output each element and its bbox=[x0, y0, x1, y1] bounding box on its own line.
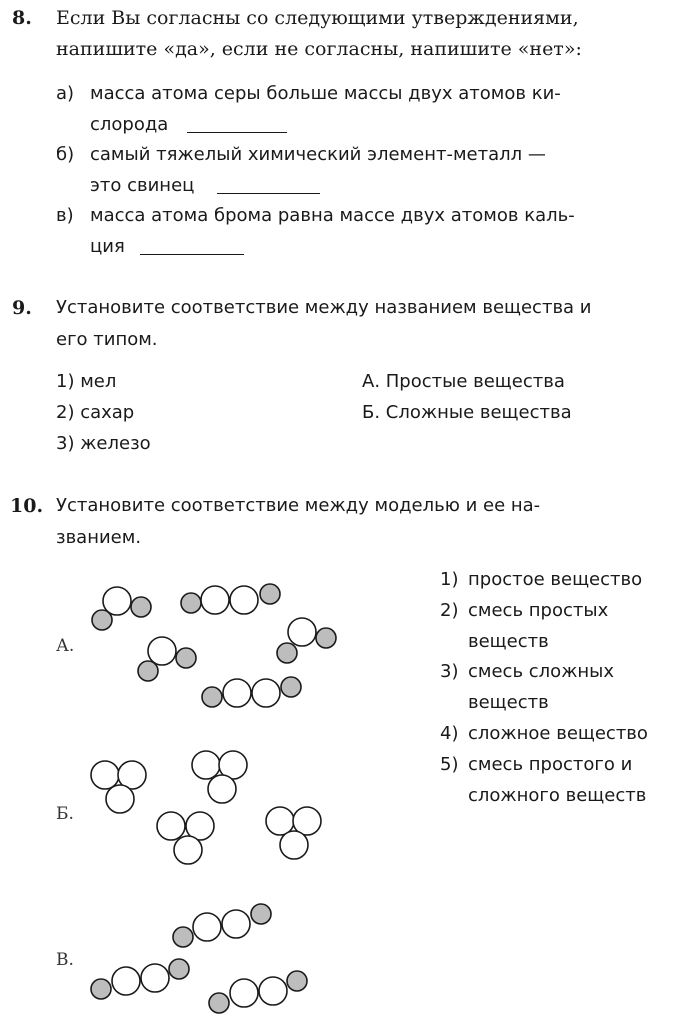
question-prompt-line: его типом. bbox=[56, 329, 158, 350]
item-text: это свинец bbox=[90, 175, 195, 196]
molecule-model bbox=[277, 618, 336, 663]
option-text: веществ bbox=[468, 631, 549, 652]
question-prompt-line: напишите «да», если не согласны, напишите «нет»: bbox=[56, 38, 582, 60]
option-text: смесь простого и bbox=[468, 754, 633, 775]
molecule-model bbox=[209, 971, 307, 1013]
molecule-model bbox=[138, 637, 196, 681]
molecule-model bbox=[91, 761, 146, 813]
question-prompt-line: Если Вы согласны со следующими утверждениями, bbox=[56, 7, 579, 29]
substance-item: 3) железо bbox=[56, 433, 151, 454]
molecule-model bbox=[91, 959, 189, 999]
question-prompt-line: Установите соответствие между моделью и ее на- bbox=[56, 495, 541, 516]
molecule-model bbox=[266, 807, 321, 859]
model-a-molecules bbox=[92, 584, 336, 707]
type-item: Б. Сложные вещества bbox=[362, 402, 572, 423]
option-text: простое вещество bbox=[468, 569, 643, 590]
option-number: 5) bbox=[440, 754, 459, 775]
substance-item: 2) сахар bbox=[56, 402, 135, 423]
option-text: смесь простых bbox=[468, 600, 609, 621]
option-text: сложное вещество bbox=[468, 723, 648, 744]
item-text: масса атома брома равна массе двух атомов каль- bbox=[90, 205, 575, 226]
model-b-molecules bbox=[91, 751, 321, 864]
question-prompt-line: званием. bbox=[56, 527, 142, 548]
option-text: веществ bbox=[468, 692, 549, 713]
molecule-model bbox=[192, 751, 247, 803]
molecule-model bbox=[92, 587, 151, 630]
item-letter: а) bbox=[56, 83, 75, 104]
item-text: масса атома серы больше массы двух атомов ки- bbox=[90, 83, 561, 104]
question-number: 8. bbox=[12, 7, 32, 29]
item-letter: в) bbox=[56, 205, 74, 226]
option-number: 3) bbox=[440, 661, 459, 682]
model-label: Б. bbox=[56, 804, 74, 824]
molecule-model bbox=[181, 584, 280, 614]
item-letter: б) bbox=[56, 144, 75, 165]
option-number: 1) bbox=[440, 569, 459, 590]
item-text: ция bbox=[90, 236, 125, 257]
item-text: самый тяжелый химический элемент-металл — bbox=[90, 144, 546, 165]
type-item: А. Простые вещества bbox=[362, 371, 565, 392]
model-label: А. bbox=[56, 636, 75, 656]
item-text: слорода bbox=[90, 114, 169, 135]
option-number: 4) bbox=[440, 723, 459, 744]
option-text: сложного веществ bbox=[468, 785, 647, 806]
question-number: 10. bbox=[10, 495, 44, 517]
option-text: смесь сложных bbox=[468, 661, 615, 682]
question-prompt-line: Установите соответствие между названием вещества и bbox=[56, 297, 592, 318]
molecule-model bbox=[173, 904, 271, 947]
substance-item: 1) мел bbox=[56, 371, 117, 392]
molecule-model bbox=[157, 812, 214, 864]
question-number: 9. bbox=[12, 297, 32, 319]
model-label: В. bbox=[56, 950, 74, 970]
molecule-model bbox=[202, 677, 301, 707]
model-c-molecules bbox=[91, 904, 307, 1013]
option-number: 2) bbox=[440, 600, 459, 621]
